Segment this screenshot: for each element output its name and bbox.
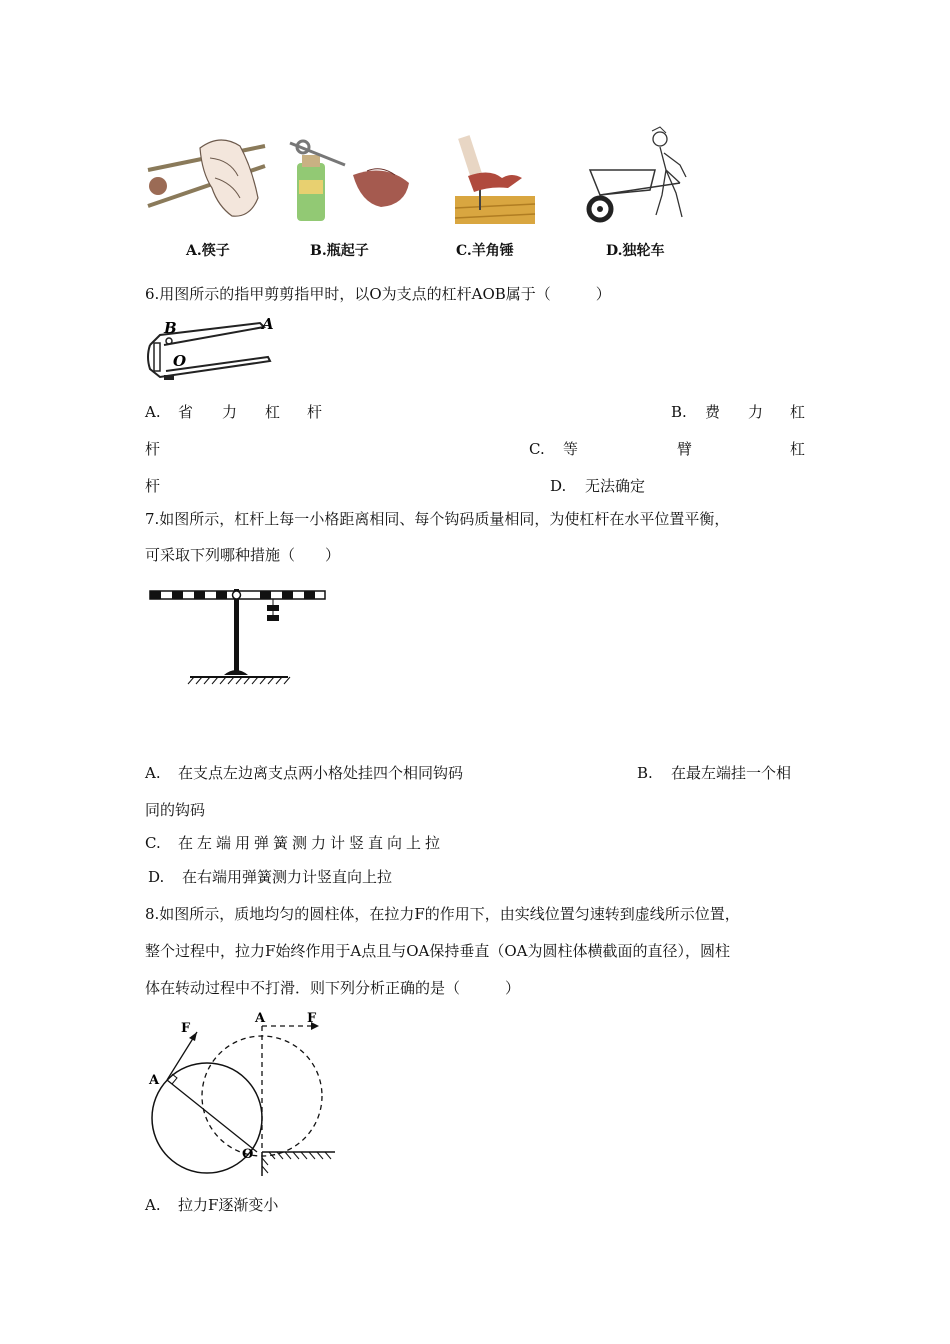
q8-label-f2: F xyxy=(307,1011,317,1026)
q6-option-a-char: 省 xyxy=(178,403,194,421)
q6-option-c-char: 臂 xyxy=(677,440,693,458)
q6-option-b-char: 杠 xyxy=(790,403,806,421)
q6-option-b-char: 费 xyxy=(705,403,721,421)
q6-option-b-cont: 杆 xyxy=(145,440,161,458)
q5-caption-d: D.独轮车 xyxy=(606,243,665,259)
q6-option-c-prefix: C. xyxy=(529,440,545,458)
q6-option-a-prefix: A. xyxy=(145,403,161,421)
q6-option-b-char: 力 xyxy=(748,403,764,421)
q8-stem-line1: 8.如图所示，质地均匀的圆柱体，在拉力F的作用下，由实线位置匀速转到虚线所示位置， xyxy=(145,905,740,923)
q6-option-b-prefix: B. xyxy=(671,403,687,421)
q6-option-d-prefix: D. xyxy=(550,477,567,495)
bottle-opener-icon xyxy=(285,135,415,225)
q6-option-a-char: 力 xyxy=(222,403,238,421)
chopsticks-hand-icon xyxy=(140,128,270,228)
nail-clipper-figure xyxy=(140,315,280,385)
q8-option-a-text: 拉力F逐渐变小 xyxy=(178,1196,279,1214)
q7-option-b-cont: 同的钩码 xyxy=(145,801,206,819)
claw-hammer-icon xyxy=(450,128,540,228)
q5-caption-b: B.瓶起子 xyxy=(310,243,369,259)
q8-label-o: O xyxy=(242,1147,254,1162)
q8-label-a2: A xyxy=(255,1011,266,1026)
q8-stem-line3: 体在转动过程中不打滑．则下列分析正确的是（ ） xyxy=(145,979,521,997)
q7-option-a-prefix: A. xyxy=(145,764,161,782)
lever-balance-figure xyxy=(148,585,328,690)
q6-option-c-cont: 杆 xyxy=(145,477,161,495)
q7-option-d-prefix: D. xyxy=(148,868,165,886)
q6-label-a: A xyxy=(262,315,274,333)
q7-option-c-prefix: C. xyxy=(145,834,161,852)
q8-label-a1: A xyxy=(149,1073,160,1088)
q7-option-b-text: 在最左端挂一个相 xyxy=(671,764,792,782)
q8-stem-line2: 整个过程中，拉力F始终作用于A点且与OA保持垂直（OA为圆柱体横截面的直径），圆柱 xyxy=(145,942,731,960)
q6-option-c-char: 等 xyxy=(563,440,579,458)
q7-option-d-text: 在右端用弹簧测力计竖直向上拉 xyxy=(182,868,393,886)
q7-option-a-text: 在支点左边离支点两小格处挂四个相同钩码 xyxy=(178,764,464,782)
q7-stem-line1: 7.如图所示，杠杆上每一小格距离相同、每个钩码质量相同，为使杠杆在水平位置平衡， xyxy=(145,510,730,528)
rolling-cylinder-figure xyxy=(145,1008,345,1183)
wheelbarrow-icon xyxy=(580,125,705,225)
q7-option-b-prefix: B. xyxy=(637,764,653,782)
q6-option-a-char: 杠 xyxy=(265,403,281,421)
q5-caption-a: A.筷子 xyxy=(186,243,230,259)
q6-option-c-char: 杠 xyxy=(790,440,806,458)
q6-label-o: O xyxy=(173,352,187,370)
q7-option-c-text: 在左端用弹簧测力计竖直向上拉 xyxy=(178,834,445,852)
q8-option-a-prefix: A. xyxy=(145,1196,161,1214)
q7-stem-line2: 可采取下列哪种措施（ ） xyxy=(145,546,341,564)
q6-stem: 6.用图所示的指甲剪剪指甲时，以O为支点的杠杆AOB属于（ ） xyxy=(145,285,611,303)
q6-option-a-char: 杆 xyxy=(307,403,323,421)
q5-caption-c: C.羊角锤 xyxy=(456,243,514,259)
q6-label-b: B xyxy=(164,319,177,337)
q8-label-f1: F xyxy=(181,1021,191,1036)
q6-option-d-text: 无法确定 xyxy=(585,477,646,495)
